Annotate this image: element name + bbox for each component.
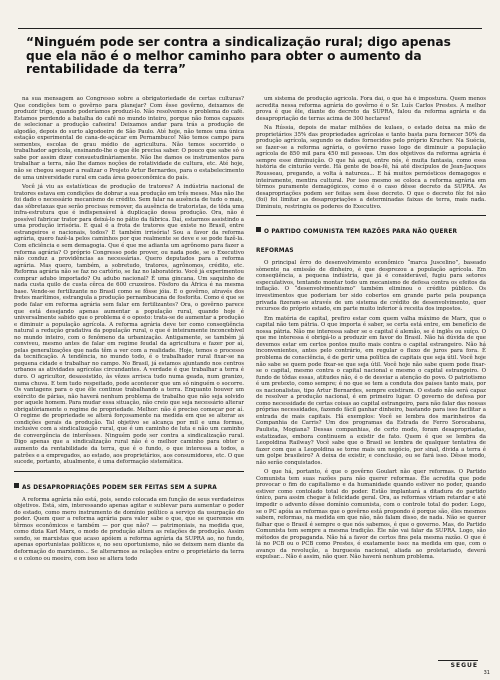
section-heading — [14, 471, 244, 493]
paragraph: um sistema de produção agrícola. Fora daí, o que há é impostura. Quem menos acredita nessa reforma agrária do govêrno é o Sr. Luís Carlos Prestes. A melhor prova é que êle, diante do decreto da SUPRA, falou da reforma agrária e da desapropriação de terras acima de 300 hectares! — [256, 96, 486, 122]
right-column — [256, 96, 486, 656]
paragraph: Em matéria de capital, prefiro estar com quem valha máximo de Marx, que o capital não tem pátria. O que importa é saber, se certa está entre, em benefício de nossa pátria. Não me interessa saber se o capital é alemão, se é inglês ou suíço. O que me interessa é obrigá-lo a produzir em favor do Brasil. Não há dúvida de que devemos estar em certos pontos muito mais contra o capital estrangeiro. Não há inconvenientes, antes pelo contrário, em regular o fluxo de juros para fora. É problema de consciência, é de gerir uma política de capitais que seja útil. Você hoje não sabe se quem pode fixar-se que seja útil. Você hoje não sabe quem pode fixar-se o capital, mesmo contra o capital nacional e mesmo o capital estrangeiro. O fundo de tôdas essas, atitudes não, é o de desviar a atenção do povo. O patriotismo é um pretexto, como sempre; é no que se tem a conduta dos países tanto mais, por os nacionalistas, tipo Artur Bernardes, sempre existiram. O estado não será capaz de resolver a produção nacional, é em primeiro lugar. O governo de defesa por como necessidade de certas coisas ao capital estrangeiro, para não falar das nossas próprias necessidades, fazendo fácil ganhar dinheiro, bastando para isso facilitar a entrada de mais capitais. Há exemplos: Você se lembra dos marinheiros da Companhia de Carris? Um dos programas da Estrada de Ferro Sorocabana, Paulista, Mogiana? Dessas companhias, de certo modo, foram desapropriadas, estatizadas, embora continuem a existir de fato. Quem é que se lembra da Leopoldina Railway? Você sabe que o Brasil se lembra de qualquer tentativa de fazer com que a Leopoldina se torne mais um negócio, por sinal, divida a terra é um golpe brasileiro? A deixa de existir, e conclusão, ou se fará isso. Dêsse modo, não serão conquistados. — [256, 315, 486, 466]
square-bullet-icon — [14, 483, 19, 488]
segue-rule — [438, 660, 478, 661]
headline: “Ninguém pode ser contra a sindicalização rural; digo apenas que ela não é o melhor caminho para obter o aumento da rentabilidade da terra” — [26, 35, 451, 76]
paragraph: Na Rússia, depois de matar milhões de kulaes, o estado deixa na mão de proprietários 35% das propriedades agrícolas e tanto basta para fornecer 50% da produção agrícola, segundo os dados fornecidos pelo próprio Kruchev. Na Suécia, se fazer-se a reforma agrária, o govêrno russo logo de diminuir a população agrícola de 850 mil para 450 mil pessoas. Um dos objetivos da reforma agrária é sempre esse diminuição. O que há aqui, entre nós, é muita fantasia, como essa história de cinturão verde. Há gente de boa-fé, há até discípulos de Jean-Jacques Rousseau, pregando, a volta à natureza... E há muitos pernósticos demagogos e inteiramente, mentira cultural. Por isso mesmo se coloca a reforma agrária em têrmos puramente demagógicos, como é o caso dêsse decreto da SUPRA. As desapropriações podem ser feitas sem êsse decreto. O que o decreto fêz foi não (foi) foi limitar as desapropriações a determinadas faixas de terra, mais nada. Diminuiu, restringiu os poderes do Executivo. — [256, 125, 486, 210]
continued-label: SEGUE — [450, 662, 478, 669]
left-column — [14, 96, 244, 656]
section-heading-text: O PARTIDO COMUNISTA TEM RAZÕES PARA NÃO QUERER REFORMAS — [256, 229, 458, 255]
square-bullet-icon — [256, 227, 261, 232]
article-columns — [14, 96, 486, 656]
paragraph: O que há, portanto, é que o govêrno Goulart não quer reformas. O Partido Comunista tem suas razões para não querer reformas. Êle acredita que pode provocar o fim do capitalismo e da humanidade quando estiver no poder, quando estiver como contolado total do poder. Estão implantará a ditadura do partido único, para assim chegar à felicidade geral. Ora, as reformas viriam retardar e até impedir o advento dêsse domínio comunista, com o controle total do poder. Logo, se o PC apóia as reformas que o govêrno está propondo é porque são, êles mesmos sabem, reformas, na medida em que não, não falam disso, de nada. Não se querer falhar que o Brasil é sempre o que nós sabemos, é que o governo. Mas, do Partido Comunista tem sempre a mesma tradição. Êle não vai falar da SUPRA. Logo, são métodos de propaganda. Não há a favor de certos fins pela mesma razão. O que é lá no PCB ou o PCB como Prestes, é exatamente isso: na medida em que, com o avanço da revolução, a burguesia nacional, aliada ao proletariado, deverá expulsar... Não é assim, não quer. Não haverá nenhum problema. — [256, 469, 486, 561]
paragraph: A reforma agrária não está, pois, sendo colocada em função de seus verdadeiros objetivos. Está, sim, interessando apenas agitar e sublevar para aumentar o poder do estado, como mero instrumento de domínio político a serviço da usurpação do poder. Quem quer a reforma agrária para valer sabe o que, que se queremos em têrmos econômicos e também — por que não? — patrimoniais, na medida que, como dizia Karl Marx, o modo de produção altera as relações de produção. Assim sendo, se marxistas que acaso apóiem a reforma agrária da SUPRA ao, no fundo, apenas oportunistas políticos e, no seu oportunismo, não se deixem nem diante da deformação do marxismo... Se alterarmos as relações entre o proprietário da terra e o colono ou meeiro, com isso se altera todo — [14, 496, 244, 562]
section-heading-text: AS DESAPROPRIAÇÕES PODEM SER FEITAS SEM A SUPRA — [22, 484, 217, 491]
paragraph: na sua mensagem ao Congresso sobre a obrigatoriedade de certas culturas? Que condições tem o govêrno para planejar? Com êsse govêrno, deixamos de produzir trigo, quando poderíamos produzi-lo. Não resolvemos o problema do café. Estamos perdendo a batalha do café no mundo inteiro, porque não fomos capazes de selecionar a produção cafeeira! Deixamos andar para trás a produção de algodão, depois do surto algodoeiro de São Paulo. Até hoje, não temos uma única estação experimental de cana-de-açúcar em Pernambuco! Não temos campo para sementes, escolas de grau médio de agricultura. Não temos socorrido o trabalhador agrícola, ensinando-lhe o que êle precisa saber. O pouco que sabe só o sabe por assim dizer consuetudinàriamente. Não lhe damos os instrumentos para trabalhar a terra, não lhe damos noções de rotatividade de cultura, etc. Até hoje, não se chegou sequer a realizar o Projeto Artur Bernardes, para o estabelecimento de uma universidade rural em cada área geoeconômica do país. — [14, 96, 244, 181]
top-rule — [18, 28, 482, 29]
paragraph: O principal êrro do desenvolvimento econômico “marca Juscelino”, baseado sòmente na emissão de dinheiro, é que desprezou a população agrícola. Em conseqüência, a pequena indústria, que já é considerável, fugiu para setores especulativos, tentando montar todo um mecanismo de defesa contra os efeitos da inflação. O “desenvolvimentismo” também eliminou o crédito público. Os investimentos que poderiam ter sido cobertos em grande parte pela poupança privada fizeram-se através de um sistema de crédito de desenvolvimento, quer recursos do próprio estado, em parte muito inferior à receita dos impostos. — [256, 260, 486, 313]
paragraph: Você já viu as estatísticas de produção de tratores? A indústria nacional de tratores estava em condições de dobrar a sua produção em três meses. Mas não lhe foi dado o necessário mecanismo de crédito. Sem falar na ausência de tudo o mais, das sôbretaxas que serão precisas remover, da ausência de tratoristas, de tôda uma infra-estrutura que é indispensável à duplicação dessa produção. Ora, não é possível fabricar trator para deixá-lo no pátio da fábrica. Daí, estarmos assistindo a uma produção irrisória. E qual é a frota de tratores que existe no Brasil, entre estrangeiros e nacionais, todos? E também irrisória! Sou a favor da reforma agrária, quero fazê-la pelos caminhos por que realmente se deve e se pode fazê-la. Com eficiência e sem demagogia. Que é que me adianta um agrônomo para fazer a reforma agrária? O próprio Congresso pode prover, ou nada pode, se o Executivo não conduz a providências as necessárias. Quero deputados para a reforma agrária. Mas quero, também, a sobretudo, tratores, agrônomos, crédito, etc. Reforma agrária não se faz no cartório, se faz no laboratório. Você já experimentou comprar adubo importado? Ou adubo nacional? É uma gincana. Um saquinho de nada custa quilo de custa cêrca de 600 cruzeiros. Fòsforo da África é na mesma base. Vende-se fertilizante no Brasil como se fôsse jóia. E o govêrno, através dos fretes marítimos, estrangula a produção pernambucana de fosforita. Como é que se pode falar em reforma agrária sem falar em fertilizantes? Ora, o govêrno parece que está desejando apenas aumentar a população rural, quando hoje é universalmente sabido que o problema é o oposto: trata-se de aumentar a produção e diminuir a população agrícola. A reforma agrária deve ter como conseqüência natural a redução gradativa da população rural, o que é inteiramente inconcebível no mundo inteiro, com o fenômeno da urbanização. Antigamente, se também já conviveu, mesmo antes de falar em regime feudal da agricultura e fazer por aí, pelas generalizações que nada têm a ver com a realidade. Hoje, temos o processo da tecnificação. A tendência, no mundo todo, é o trabalhador rural fixar-se na pequena cidade e trabalhar no campo. No Brasil, já estamos ajuntando nos centros urbanos as atividades agrícolas circundantes. A verdade é que trabalhar a terra é duro. O agricultor, desassistido, às vêzes arrisca tudo numa geada, num granizo, numa chuva. E tem tudo respeitado, pode acontecer que um só ninguém o socorre. Os vantagens para o que êle continue trabalhando a terra. Enquanto houver um exército de párias, não haverá nenhum problema de trabalho que não seja solvido por aquele homem. Para mudar essa situação, não creio que seja necessário alterar obrigatòriamente o regime de propriedade. Melhor: não é preciso começar por aí. O regime de propriedade se alterá forçosamente na medida em que se alterar as condições gerais da produção. Tal objetivo se alcança por mil e uma formas, inclusive com a sindicalização rural, que é um caminho de luta e não um caminho de convergência de interêsses. Ninguém pode ser contra a sindicalização rural. Digo apenas que a sindicalização rural não é o melhor caminho para obter o aumento da rentabilidade da terra, que é o fundo, o que interessa a todos, a patrões e a empregados, ao estado, aos proprietários, aos consumidores, etc. O que sucede, portanto, atualmente, é uma deformação sistemática. — [14, 184, 244, 466]
page-number: 31 — [483, 670, 490, 676]
section-heading — [256, 215, 486, 256]
